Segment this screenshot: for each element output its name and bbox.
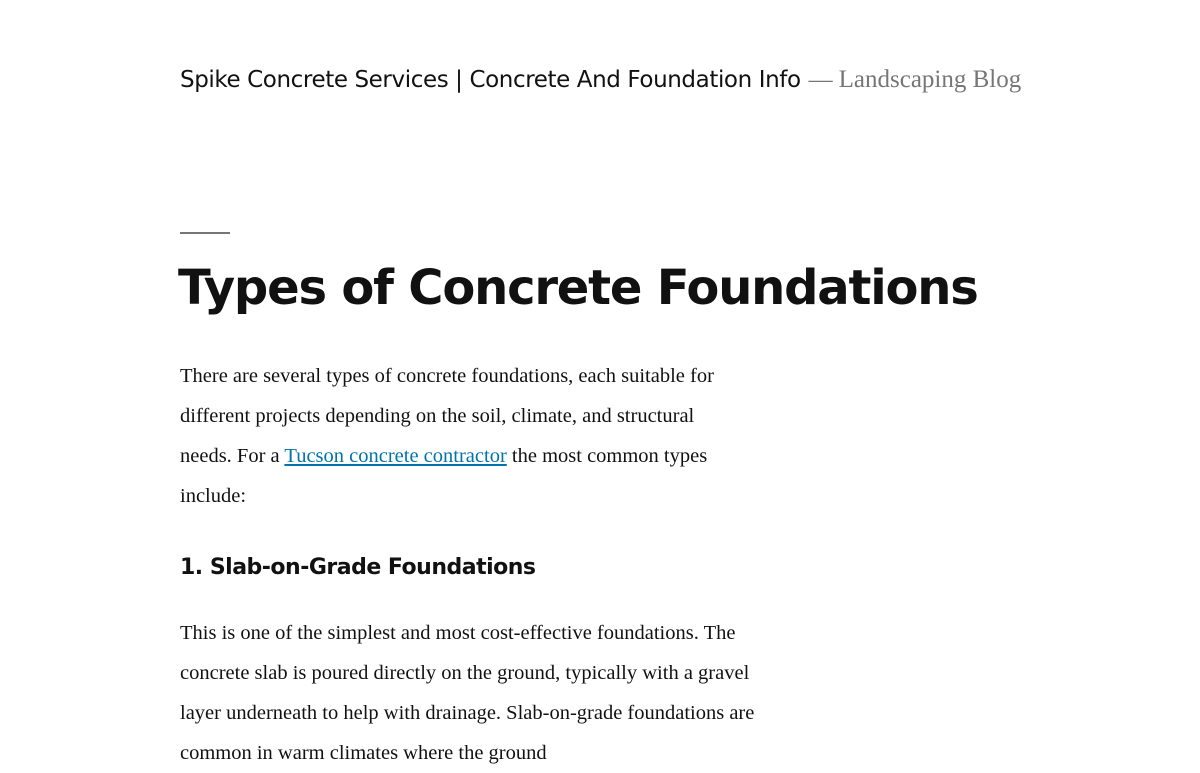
site-header bbox=[180, 66, 1080, 94]
tucson-contractor-link[interactable]: Tucson concrete contractor bbox=[284, 445, 507, 467]
post-content bbox=[180, 356, 760, 773]
intro-paragraph bbox=[180, 356, 740, 516]
intro-text-before-link: There are several types of concrete foundations, each suitable for different projects depending on the soil, climate, and structural needs. For a bbox=[180, 365, 714, 467]
intro-text-after-link: the most common types include: bbox=[180, 445, 708, 507]
title-divider bbox=[180, 232, 230, 234]
site-description: Landscaping Blog bbox=[838, 66, 1022, 93]
section-heading-slab: 1. Slab-on-Grade Foundations bbox=[180, 555, 536, 580]
title-separator: — bbox=[808, 67, 833, 93]
site-title-link[interactable]: Spike Concrete Services | Concrete And Foundation Info bbox=[180, 67, 801, 93]
post-title: Types of Concrete Foundations bbox=[178, 260, 978, 316]
section-paragraph-slab: This is one of the simplest and most cost-effective foundations. The concrete slab is poured directly on the ground, typically with a gravel layer underneath to help with drainage. Slab-on-grade foundations are common in warm climates where the ground bbox=[180, 622, 755, 764]
